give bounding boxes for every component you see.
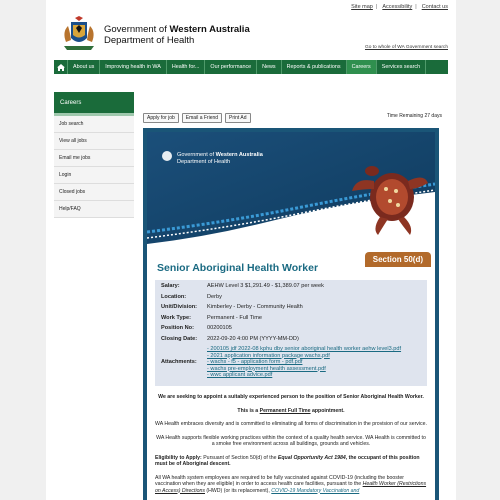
job-description [155,394,427,500]
appointment-paragraph: This is a Permanent Full Time appointment. [237,407,345,414]
eligibility-paragraph: Eligibility to Apply: Pursuant of Section 50(d) of the Equal Opportunity Act 1984, the occupant of this position must be of Aboriginal descent. [155,454,420,467]
sidebar-item-closed-jobs[interactable]: Closed jobs [54,184,134,201]
page [46,0,456,500]
diversity-paragraph: WA Health embraces diversity and is committed to eliminating all forms of discrimination in the provision of our service. [155,421,427,427]
apply-for-job-button[interactable]: Apply for job [143,113,179,123]
main-nav [54,60,448,74]
attachment-link[interactable]: - wachs pre-employment health assessment.pdf [207,365,326,372]
sidebar-item-login[interactable]: Login [54,167,134,184]
intro-paragraph: We are seeking to appoint a suitably experienced person to the position of Senior Aboriginal Health Worker. [158,394,424,400]
site-map-link[interactable]: Site map [351,4,373,10]
ad-health-logo: Government of Western Australia Department of Health [177,152,263,165]
sidebar-item-help-faq[interactable]: Help/FAQ [54,201,134,218]
home-icon[interactable] [54,60,68,74]
government-title: Government of Western Australia Department of Health [104,24,250,46]
nav-health-for[interactable]: Health for... [167,60,206,74]
nav-news[interactable]: News [257,60,281,74]
careers-sidebar [54,92,134,218]
nav-our-performance[interactable]: Our performance [205,60,257,74]
accessibility-link[interactable]: Accessibility [382,4,413,10]
flexible-working-paragraph: WA Health supports flexible working practices within the context of a quality health service. WA Health is committed to a smoke free environment across all buildings, grounds and vehicles. [156,434,426,447]
time-remaining: Time Remaining 27 days [386,113,442,119]
attachment-link[interactable]: - wachs - f5 - application form - pdf.pdf [207,359,303,365]
banner-artwork [147,132,435,252]
job-advertisement [143,128,439,500]
detail-closing-date: Closing Date: 2022-09-20 4:00 PM (YYYY-MM-DD) [161,335,299,342]
job-title: Senior Aboriginal Health Worker [157,262,319,274]
section-badge: Section 50(d) [365,252,431,267]
covid-policy-link[interactable]: COVID-19 Mandatory Vaccination and [271,487,360,494]
sidebar-item-view-all-jobs[interactable]: View all jobs [54,133,134,150]
separator: | [415,4,417,10]
print-ad-button[interactable]: Print Ad [225,113,251,123]
nav-about-us[interactable]: About us [68,60,100,74]
nav-improving-health[interactable]: Improving health in WA [100,60,167,74]
detail-position-no: Position No: 00200105 [161,325,232,331]
detail-attachments: Attachments: - 200105 jdf 2022-08 kphu dby senior aboriginal health worker aehw level3.pdf - 2021 application information package wachs.pdf - wachs - f5 - application form - pdf.pdf - wachs pre-employment health assessment.pdf - wwc applicant advice.pdf [161,346,421,379]
sidebar-heading[interactable]: Careers [54,92,134,116]
job-details-table [155,280,427,386]
contact-us-link[interactable]: Contact us [421,4,448,10]
job-actions [143,113,251,123]
attachment-link[interactable]: - wwc applicant advice.pdf [207,372,273,378]
top-links [349,4,448,10]
sidebar-item-job-search[interactable]: Job search [54,116,134,133]
wa-government-search-link[interactable]: Go to whole of WA Government search [364,45,448,50]
sidebar-item-email-me-jobs[interactable]: Email me jobs [54,150,134,167]
detail-unit-division: Unit/Division: Kimberley - Derby - Community Health [161,304,303,310]
nav-services-search[interactable]: Services search [377,60,426,74]
nav-careers[interactable]: Careers [347,60,377,74]
email-a-friend-button[interactable]: Email a Friend [182,113,222,123]
wa-coat-of-arms-logo[interactable] [56,16,102,52]
detail-location: Location: Derby [161,293,222,300]
vaccination-paragraph: All WA health system employees are required to be fully vaccinated against COVID-19 (including the booster vaccination when they are eligible) in order to access health care facilities, pursuant to the Health Worker (Restrictions on Access) Directions (HWD) (or its replacement), COVID-19 Mandatory Vaccination and [155,474,427,494]
attachment-link[interactable]: - 200105 jdf 2022-08 kphu dby senior aboriginal health worker aehw level3.pdf [207,346,402,352]
detail-work-type: Work Type: Permanent - Full Time [161,314,263,321]
nav-reports-publications[interactable]: Reports & publications [282,60,347,74]
separator: | [375,4,378,10]
detail-salary: Salary: AEHW Level 3 $1,291.49 - $1,389.07 per week [161,283,324,289]
attachment-link[interactable]: - 2021 application information package wachs.pdf [207,352,330,359]
